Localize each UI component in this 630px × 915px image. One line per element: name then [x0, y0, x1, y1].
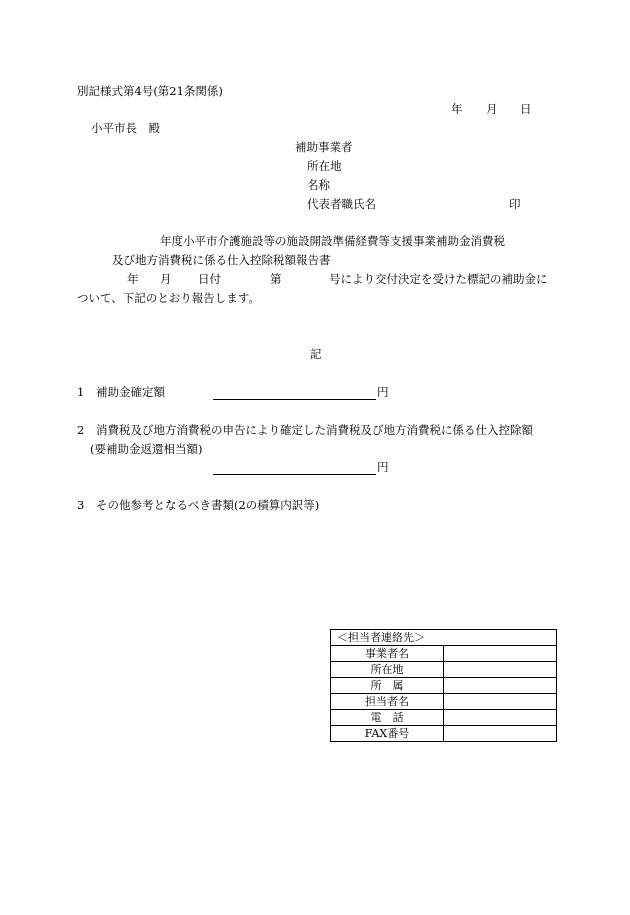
contact-value-cell — [444, 726, 557, 742]
contact-label: FAX番号 — [331, 726, 444, 742]
item-3-text: その他参考となるべき書類(2の積算内訳等) — [96, 498, 320, 512]
body-month: 月 — [160, 272, 172, 286]
item-2-number: 2 — [77, 423, 85, 437]
item-2-text: 消費税及び地方消費税の申告により確定した消費税及び地方消費税に係る仕入控除額 — [96, 423, 533, 437]
address-label: 所在地 — [307, 159, 342, 173]
ki-heading: 記 — [310, 347, 322, 361]
item-1-blank-line — [213, 399, 376, 400]
body-line1-tail: 号により交付決定を受けた標記の補助金に — [329, 272, 548, 286]
contact-value-cell — [444, 678, 557, 694]
contact-row-department — [331, 678, 557, 694]
item-2-unit: 円 — [377, 460, 389, 474]
date-day: 日 — [520, 102, 532, 116]
title-line-1: 年度小平市介護施設等の施設開設準備経費等支援事業補助金消費税 — [160, 234, 505, 248]
representative-label: 代表者職氏名 — [307, 197, 376, 211]
contact-label: 電 話 — [331, 710, 444, 726]
body-day: 日付 — [198, 272, 221, 286]
contact-row-fax — [331, 726, 557, 742]
contact-label: 担当者名 — [331, 694, 444, 710]
form-id: 別記様式第4号(第21条関係) — [77, 84, 223, 98]
body-year: 年 — [127, 272, 139, 286]
contact-row-phone — [331, 710, 557, 726]
item-1-unit: 円 — [377, 385, 389, 399]
contact-table — [330, 629, 557, 742]
contact-value-cell — [444, 662, 557, 678]
contact-row-business-name — [331, 646, 557, 662]
contact-label: 事業者名 — [331, 646, 444, 662]
contact-label: 所在地 — [331, 662, 444, 678]
item-1-number: 1 — [77, 385, 85, 399]
contact-label: 所 属 — [331, 678, 444, 694]
contact-value-cell — [444, 646, 557, 662]
name-label: 名称 — [307, 178, 330, 192]
item-2-subtext: (要補助金返還相当額) — [90, 442, 203, 456]
applicant-heading: 補助事業者 — [295, 140, 353, 154]
date-month: 月 — [486, 102, 498, 116]
contact-header: ＜担当者連絡先＞ — [331, 630, 557, 646]
body-dai: 第 — [270, 272, 282, 286]
item-3-number: 3 — [77, 498, 85, 512]
contact-value-cell — [444, 694, 557, 710]
contact-row-address — [331, 662, 557, 678]
addressee: 小平市長 殿 — [91, 121, 160, 135]
title-line-2: 及び地方消費税に係る仕入控除税額報告書 — [112, 253, 331, 267]
contact-row-person-name — [331, 694, 557, 710]
item-2-blank-line — [213, 474, 376, 475]
contact-value-cell — [444, 710, 557, 726]
contact-header-row — [331, 630, 557, 646]
date-year: 年 — [451, 102, 463, 116]
seal-mark: 印 — [509, 197, 521, 211]
item-1-text: 補助金確定額 — [96, 385, 165, 399]
body-line2: ついて、下記のとおり報告します。 — [77, 291, 260, 305]
